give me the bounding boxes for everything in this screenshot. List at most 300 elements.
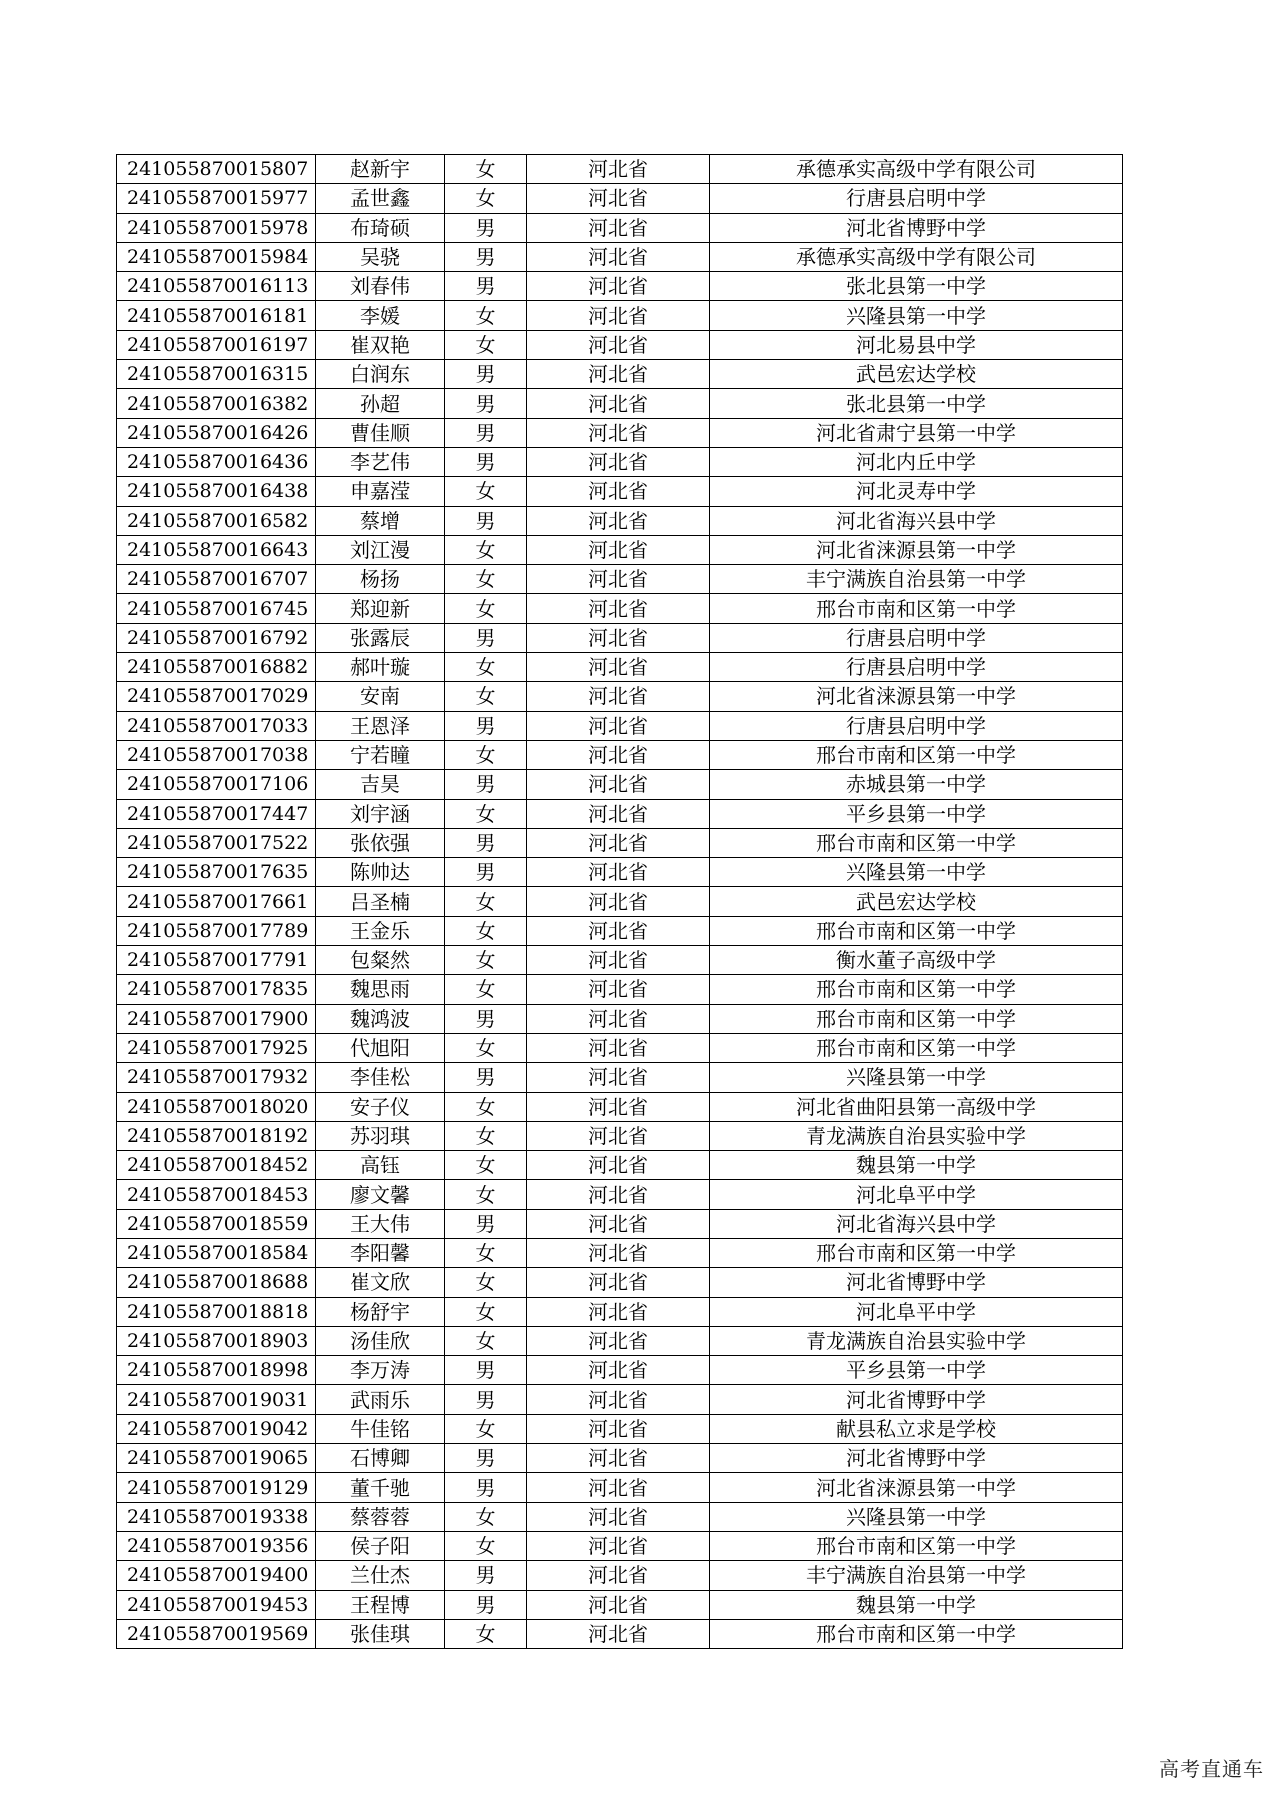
student-name-cell: 刘春伟 [316,272,445,301]
province-cell: 河北省 [527,155,710,184]
student-name-cell: 崔文欣 [316,1268,445,1297]
exam-number-cell: 241055870018452 [117,1151,316,1180]
province-cell: 河北省 [527,1326,710,1355]
gender-cell: 女 [445,975,527,1004]
student-name-cell: 郝叶璇 [316,653,445,682]
gender-cell: 女 [445,653,527,682]
gender-cell: 女 [445,1297,527,1326]
table-row [117,828,1123,857]
table-row [117,1561,1123,1590]
table-row [117,975,1123,1004]
student-name-cell: 安南 [316,682,445,711]
table-row [117,213,1123,242]
gender-cell: 男 [445,1004,527,1033]
gender-cell: 男 [445,389,527,418]
table-row [117,477,1123,506]
school-cell: 兴隆县第一中学 [710,1063,1123,1092]
school-cell: 武邑宏达学校 [710,360,1123,389]
table-row [117,155,1123,184]
table-row [117,1092,1123,1121]
school-cell: 河北省曲阳县第一高级中学 [710,1092,1123,1121]
school-cell: 河北省海兴县中学 [710,1209,1123,1238]
roster-body [117,155,1123,1649]
gender-cell: 男 [445,1356,527,1385]
table-row [117,1444,1123,1473]
school-cell: 行唐县启明中学 [710,623,1123,652]
gender-cell: 男 [445,272,527,301]
exam-number-cell: 241055870019031 [117,1385,316,1414]
student-name-cell: 安子仪 [316,1092,445,1121]
province-cell: 河北省 [527,623,710,652]
province-cell: 河北省 [527,1473,710,1502]
table-row [117,1590,1123,1619]
exam-number-cell: 241055870016438 [117,477,316,506]
student-name-cell: 苏羽琪 [316,1121,445,1150]
gender-cell: 女 [445,1092,527,1121]
exam-number-cell: 241055870019356 [117,1531,316,1560]
province-cell: 河北省 [527,858,710,887]
student-name-cell: 布琦硕 [316,213,445,242]
student-name-cell: 李万涛 [316,1356,445,1385]
school-cell: 张北县第一中学 [710,389,1123,418]
gender-cell: 男 [445,1444,527,1473]
student-name-cell: 李阳馨 [316,1238,445,1267]
school-cell: 丰宁满族自治县第一中学 [710,565,1123,594]
exam-number-cell: 241055870018998 [117,1356,316,1385]
gender-cell: 女 [445,330,527,359]
exam-number-cell: 241055870019453 [117,1590,316,1619]
school-cell: 献县私立求是学校 [710,1414,1123,1443]
gender-cell: 女 [445,1414,527,1443]
gender-cell: 女 [445,1121,527,1150]
student-name-cell: 侯子阳 [316,1531,445,1560]
exam-number-cell: 241055870016315 [117,360,316,389]
exam-number-cell: 241055870017925 [117,1033,316,1062]
table-row [117,711,1123,740]
school-cell: 赤城县第一中学 [710,770,1123,799]
exam-number-cell: 241055870019400 [117,1561,316,1590]
gender-cell: 男 [445,1385,527,1414]
school-cell: 行唐县启明中学 [710,711,1123,740]
gender-cell: 男 [445,711,527,740]
gender-cell: 女 [445,946,527,975]
province-cell: 河北省 [527,711,710,740]
school-cell: 河北省博野中学 [710,1268,1123,1297]
exam-number-cell: 241055870017900 [117,1004,316,1033]
gender-cell: 女 [445,740,527,769]
exam-number-cell: 241055870015807 [117,155,316,184]
province-cell: 河北省 [527,799,710,828]
exam-number-cell: 241055870019065 [117,1444,316,1473]
school-cell: 邢台市南和区第一中学 [710,1033,1123,1062]
school-cell: 青龙满族自治县实验中学 [710,1121,1123,1150]
province-cell: 河北省 [527,1444,710,1473]
student-name-cell: 吴骁 [316,242,445,271]
student-name-cell: 李佳松 [316,1063,445,1092]
province-cell: 河北省 [527,242,710,271]
gender-cell: 女 [445,1238,527,1267]
school-cell: 兴隆县第一中学 [710,858,1123,887]
province-cell: 河北省 [527,1531,710,1560]
exam-number-cell: 241055870019129 [117,1473,316,1502]
gender-cell: 女 [445,799,527,828]
province-cell: 河北省 [527,975,710,1004]
exam-number-cell: 241055870016197 [117,330,316,359]
table-row [117,1531,1123,1560]
student-name-cell: 张露辰 [316,623,445,652]
province-cell: 河北省 [527,1590,710,1619]
student-name-cell: 吉昊 [316,770,445,799]
table-row [117,360,1123,389]
province-cell: 河北省 [527,1063,710,1092]
exam-number-cell: 241055870016792 [117,623,316,652]
table-row [117,330,1123,359]
province-cell: 河北省 [527,184,710,213]
school-cell: 青龙满族自治县实验中学 [710,1326,1123,1355]
school-cell: 河北易县中学 [710,330,1123,359]
student-name-cell: 高钰 [316,1151,445,1180]
province-cell: 河北省 [527,1151,710,1180]
province-cell: 河北省 [527,301,710,330]
gender-cell: 女 [445,1033,527,1062]
exam-number-cell: 241055870017661 [117,887,316,916]
gender-cell: 男 [445,506,527,535]
student-name-cell: 刘江漫 [316,535,445,564]
table-row [117,916,1123,945]
school-cell: 河北省博野中学 [710,1444,1123,1473]
province-cell: 河北省 [527,1238,710,1267]
table-row [117,946,1123,975]
province-cell: 河北省 [527,1092,710,1121]
school-cell: 衡水董子高级中学 [710,946,1123,975]
gender-cell: 男 [445,1561,527,1590]
gender-cell: 女 [445,535,527,564]
school-cell: 邢台市南和区第一中学 [710,1238,1123,1267]
exam-number-cell: 241055870017029 [117,682,316,711]
school-cell: 河北内丘中学 [710,447,1123,476]
student-name-cell: 蔡增 [316,506,445,535]
exam-number-cell: 241055870016113 [117,272,316,301]
school-cell: 邢台市南和区第一中学 [710,916,1123,945]
province-cell: 河北省 [527,272,710,301]
province-cell: 河北省 [527,887,710,916]
exam-number-cell: 241055870017033 [117,711,316,740]
province-cell: 河北省 [527,946,710,975]
school-cell: 河北省涞源县第一中学 [710,535,1123,564]
student-name-cell: 汤佳欣 [316,1326,445,1355]
province-cell: 河北省 [527,506,710,535]
student-name-cell: 魏鸿波 [316,1004,445,1033]
province-cell: 河北省 [527,1356,710,1385]
exam-number-cell: 241055870017932 [117,1063,316,1092]
student-name-cell: 郑迎新 [316,594,445,623]
province-cell: 河北省 [527,828,710,857]
exam-number-cell: 241055870018559 [117,1209,316,1238]
province-cell: 河北省 [527,213,710,242]
table-row [117,565,1123,594]
table-row [117,887,1123,916]
province-cell: 河北省 [527,1268,710,1297]
school-cell: 平乡县第一中学 [710,799,1123,828]
exam-number-cell: 241055870017106 [117,770,316,799]
table-row [117,418,1123,447]
province-cell: 河北省 [527,916,710,945]
gender-cell: 女 [445,916,527,945]
student-name-cell: 王金乐 [316,916,445,945]
table-row [117,506,1123,535]
gender-cell: 女 [445,1531,527,1560]
exam-number-cell: 241055870018453 [117,1180,316,1209]
province-cell: 河北省 [527,1180,710,1209]
province-cell: 河北省 [527,1619,710,1648]
school-cell: 魏县第一中学 [710,1151,1123,1180]
province-cell: 河北省 [527,1121,710,1150]
table-row [117,1063,1123,1092]
exam-number-cell: 241055870018020 [117,1092,316,1121]
student-name-cell: 杨舒宇 [316,1297,445,1326]
exam-number-cell: 241055870017447 [117,799,316,828]
school-cell: 河北省海兴县中学 [710,506,1123,535]
school-cell: 河北阜平中学 [710,1180,1123,1209]
exam-number-cell: 241055870016382 [117,389,316,418]
student-name-cell: 申嘉滢 [316,477,445,506]
student-name-cell: 陈帅达 [316,858,445,887]
table-row [117,653,1123,682]
table-row [117,770,1123,799]
exam-number-cell: 241055870016426 [117,418,316,447]
table-row [117,1356,1123,1385]
gender-cell: 女 [445,887,527,916]
table-row [117,184,1123,213]
student-name-cell: 廖文馨 [316,1180,445,1209]
student-roster-table [116,154,1123,1649]
student-name-cell: 张佳琪 [316,1619,445,1648]
exam-number-cell: 241055870017791 [117,946,316,975]
table-row [117,1180,1123,1209]
school-cell: 河北灵寿中学 [710,477,1123,506]
table-row [117,242,1123,271]
province-cell: 河北省 [527,770,710,799]
student-name-cell: 包粲然 [316,946,445,975]
table-row [117,858,1123,887]
student-name-cell: 孙超 [316,389,445,418]
province-cell: 河北省 [527,594,710,623]
gender-cell: 男 [445,418,527,447]
table-row [117,1473,1123,1502]
gender-cell: 女 [445,477,527,506]
gender-cell: 男 [445,1063,527,1092]
school-cell: 邢台市南和区第一中学 [710,828,1123,857]
table-row [117,623,1123,652]
province-cell: 河北省 [527,653,710,682]
school-cell: 河北省博野中学 [710,1385,1123,1414]
gender-cell: 女 [445,565,527,594]
exam-number-cell: 241055870015977 [117,184,316,213]
table-row [117,1004,1123,1033]
school-cell: 河北省肃宁县第一中学 [710,418,1123,447]
province-cell: 河北省 [527,1502,710,1531]
table-row [117,389,1123,418]
province-cell: 河北省 [527,1004,710,1033]
school-cell: 河北省涞源县第一中学 [710,682,1123,711]
gender-cell: 男 [445,623,527,652]
student-name-cell: 崔双艳 [316,330,445,359]
gender-cell: 女 [445,594,527,623]
table-row [117,1414,1123,1443]
gender-cell: 男 [445,213,527,242]
student-name-cell: 李媛 [316,301,445,330]
gender-cell: 男 [445,1473,527,1502]
exam-number-cell: 241055870017522 [117,828,316,857]
gender-cell: 女 [445,184,527,213]
exam-number-cell: 241055870017835 [117,975,316,1004]
school-cell: 河北阜平中学 [710,1297,1123,1326]
province-cell: 河北省 [527,447,710,476]
school-cell: 邢台市南和区第一中学 [710,594,1123,623]
exam-number-cell: 241055870016582 [117,506,316,535]
watermark-text: 高考直通车 [1159,1757,1264,1781]
school-cell: 河北省博野中学 [710,213,1123,242]
student-name-cell: 刘宇涵 [316,799,445,828]
school-cell: 平乡县第一中学 [710,1356,1123,1385]
province-cell: 河北省 [527,477,710,506]
province-cell: 河北省 [527,1297,710,1326]
table-row [117,1238,1123,1267]
student-name-cell: 兰仕杰 [316,1561,445,1590]
school-cell: 邢台市南和区第一中学 [710,1619,1123,1648]
table-row [117,1268,1123,1297]
exam-number-cell: 241055870016436 [117,447,316,476]
exam-number-cell: 241055870018818 [117,1297,316,1326]
province-cell: 河北省 [527,330,710,359]
gender-cell: 男 [445,858,527,887]
student-name-cell: 蔡蓉蓉 [316,1502,445,1531]
student-name-cell: 白润东 [316,360,445,389]
exam-number-cell: 241055870019569 [117,1619,316,1648]
exam-number-cell: 241055870015978 [117,213,316,242]
gender-cell: 女 [445,1180,527,1209]
exam-number-cell: 241055870018903 [117,1326,316,1355]
school-cell: 兴隆县第一中学 [710,1502,1123,1531]
gender-cell: 男 [445,447,527,476]
province-cell: 河北省 [527,1033,710,1062]
gender-cell: 女 [445,1326,527,1355]
province-cell: 河北省 [527,1385,710,1414]
exam-number-cell: 241055870016707 [117,565,316,594]
province-cell: 河北省 [527,740,710,769]
exam-number-cell: 241055870018584 [117,1238,316,1267]
table-row [117,1326,1123,1355]
table-row [117,1151,1123,1180]
province-cell: 河北省 [527,1414,710,1443]
table-row [117,1121,1123,1150]
table-row [117,594,1123,623]
gender-cell: 男 [445,770,527,799]
table-row [117,1385,1123,1414]
gender-cell: 女 [445,1502,527,1531]
student-name-cell: 曹佳顺 [316,418,445,447]
gender-cell: 女 [445,682,527,711]
table-row [117,1297,1123,1326]
gender-cell: 男 [445,828,527,857]
table-row [117,447,1123,476]
school-cell: 丰宁满族自治县第一中学 [710,1561,1123,1590]
exam-number-cell: 241055870019338 [117,1502,316,1531]
school-cell: 邢台市南和区第一中学 [710,1004,1123,1033]
gender-cell: 女 [445,301,527,330]
student-name-cell: 武雨乐 [316,1385,445,1414]
exam-number-cell: 241055870015984 [117,242,316,271]
province-cell: 河北省 [527,565,710,594]
province-cell: 河北省 [527,682,710,711]
province-cell: 河北省 [527,389,710,418]
table-row [117,740,1123,769]
exam-number-cell: 241055870017635 [117,858,316,887]
school-cell: 行唐县启明中学 [710,184,1123,213]
table-row [117,535,1123,564]
gender-cell: 男 [445,1209,527,1238]
exam-number-cell: 241055870017789 [117,916,316,945]
school-cell: 兴隆县第一中学 [710,301,1123,330]
school-cell: 魏县第一中学 [710,1590,1123,1619]
student-name-cell: 孟世鑫 [316,184,445,213]
student-name-cell: 宁若瞳 [316,740,445,769]
student-name-cell: 代旭阳 [316,1033,445,1062]
table-row [117,1502,1123,1531]
school-cell: 武邑宏达学校 [710,887,1123,916]
exam-number-cell: 241055870018192 [117,1121,316,1150]
exam-number-cell: 241055870016181 [117,301,316,330]
exam-number-cell: 241055870016882 [117,653,316,682]
student-name-cell: 李艺伟 [316,447,445,476]
school-cell: 邢台市南和区第一中学 [710,740,1123,769]
table-row [117,301,1123,330]
gender-cell: 女 [445,1619,527,1648]
province-cell: 河北省 [527,1209,710,1238]
student-name-cell: 赵新宇 [316,155,445,184]
school-cell: 承德承实高级中学有限公司 [710,242,1123,271]
gender-cell: 男 [445,360,527,389]
province-cell: 河北省 [527,360,710,389]
student-name-cell: 王程博 [316,1590,445,1619]
exam-number-cell: 241055870016745 [117,594,316,623]
student-name-cell: 张依强 [316,828,445,857]
exam-number-cell: 241055870017038 [117,740,316,769]
student-name-cell: 王恩泽 [316,711,445,740]
province-cell: 河北省 [527,535,710,564]
table-row [117,682,1123,711]
exam-number-cell: 241055870019042 [117,1414,316,1443]
gender-cell: 男 [445,242,527,271]
student-name-cell: 石博卿 [316,1444,445,1473]
school-cell: 河北省涞源县第一中学 [710,1473,1123,1502]
school-cell: 张北县第一中学 [710,272,1123,301]
student-name-cell: 董千驰 [316,1473,445,1502]
student-name-cell: 吕圣楠 [316,887,445,916]
school-cell: 行唐县启明中学 [710,653,1123,682]
school-cell: 邢台市南和区第一中学 [710,975,1123,1004]
province-cell: 河北省 [527,1561,710,1590]
school-cell: 承德承实高级中学有限公司 [710,155,1123,184]
table-row [117,272,1123,301]
table-row [117,1033,1123,1062]
table-row [117,1619,1123,1648]
student-name-cell: 王大伟 [316,1209,445,1238]
exam-number-cell: 241055870018688 [117,1268,316,1297]
table-row [117,799,1123,828]
gender-cell: 女 [445,1151,527,1180]
gender-cell: 男 [445,1590,527,1619]
